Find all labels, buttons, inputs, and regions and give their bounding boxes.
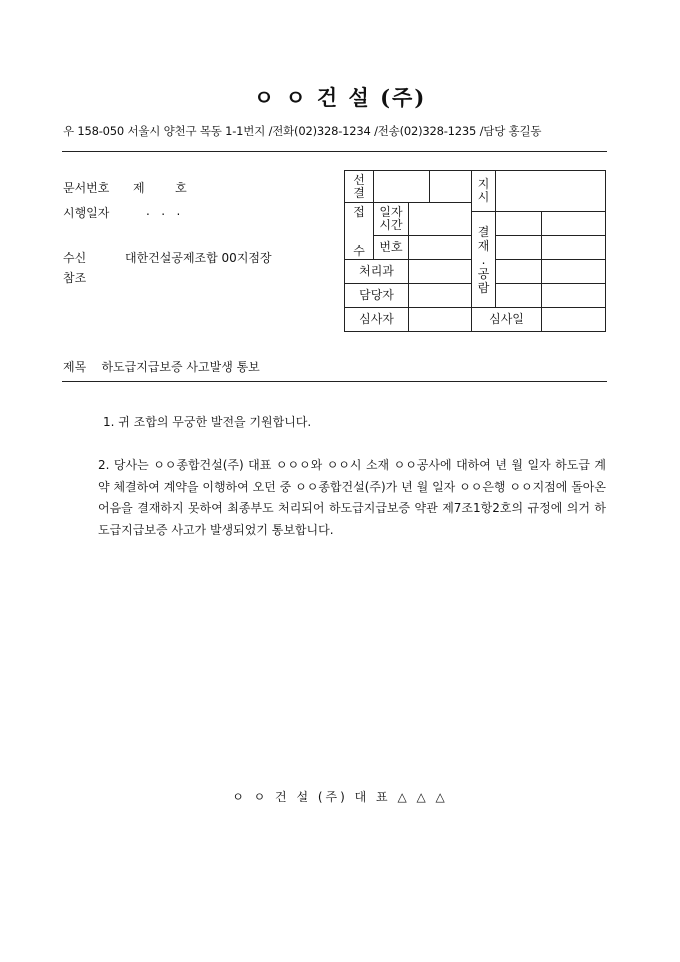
reference-label: 참조 (63, 271, 87, 285)
gyeoljae-empty-5 (496, 260, 542, 284)
ilja-sigan-cell: 일자 시간 (374, 203, 409, 236)
gyeoljae-empty-7 (496, 284, 542, 308)
gyeoljae-empty-6 (542, 260, 606, 284)
gyeoljae-empty-4 (542, 236, 606, 260)
date-label: 시행일자 (63, 206, 110, 220)
seongyeol-empty-1 (374, 171, 430, 203)
su-label: 수 (353, 244, 365, 258)
doc-number-label: 문서번호 (63, 181, 110, 195)
subject-divider (62, 381, 607, 382)
body-paragraph-2: 2. 당사는 ㅇㅇ종합건설(주) 대표 ㅇㅇㅇ와 ㅇㅇ시 소재 ㅇㅇ공사에 대하여 년 월 일자 하도급 계약 체결하여 계약을 이행하여 오던 중 ㅇㅇ종합건설(주)가 년 월 일자 ㅇㅇ은행 ㅇㅇ지점에 돌아온 어음을 결재하지 못하여 최종부도 처리되어 하도급지급보증 약관 제7조1항2호의 규정에 의거 하도급지급보증 사고가 발생되었기 통보합니다. (98, 458, 606, 537)
body-paragraph-1: 1. 귀 조합의 무궁한 발전을 기원합니다. (103, 415, 312, 429)
approval-table (344, 170, 606, 332)
subject-line (63, 358, 260, 375)
cheorigwa-empty (409, 260, 472, 284)
jeop-label: 접 (353, 205, 365, 219)
gyeoljae-gongram-cell: 결 재 . 공 람 (472, 212, 496, 308)
gyeoljae-empty-1 (496, 212, 542, 236)
seongyeol-cell: 선 결 (345, 171, 374, 203)
beonho-cell: 번호 (374, 236, 409, 260)
gyeoljae-empty-2 (542, 212, 606, 236)
simsaja-empty (409, 308, 472, 332)
gyeoljae-empty-3 (496, 236, 542, 260)
jisi-cell: 지 시 (472, 171, 496, 212)
ilja-sigan-empty (409, 203, 472, 236)
seongyeol-empty-2 (430, 171, 472, 203)
jisi-empty (496, 171, 606, 212)
simsail-cell: 심사일 (472, 308, 542, 332)
beonho-empty (409, 236, 472, 260)
date-value: . . . (146, 204, 181, 218)
simsaja-cell: 심사자 (345, 308, 409, 332)
simsail-empty (542, 308, 606, 332)
cheorigwa-cell: 처리과 (345, 260, 409, 284)
header-divider (62, 151, 607, 152)
damdangja-empty (409, 284, 472, 308)
address-line: 우 158-050 서울시 양천구 목동 1-1번지 /전화(02)328-1234 /전송(02)328-1235 /담당 홍길동 (63, 124, 542, 138)
damdangja-cell: 담당자 (345, 284, 409, 308)
signature-line: ㅇ ㅇ 건 설 (주) 대 표 △ △ △ (232, 790, 448, 804)
subject-text: 하도급지급보증 사고발생 통보 (101, 360, 260, 374)
recipient-label: 수신 (63, 251, 87, 265)
subject-label: 제목 (63, 360, 87, 374)
company-title: ㅇ ㅇ 건 설 (주) (253, 85, 427, 110)
gyeoljae-empty-8 (542, 284, 606, 308)
jeop-su-cell (345, 203, 374, 260)
doc-number-value: 제 호 (133, 181, 187, 195)
recipient-value: 대한건설공제조합 00지점장 (125, 251, 272, 265)
